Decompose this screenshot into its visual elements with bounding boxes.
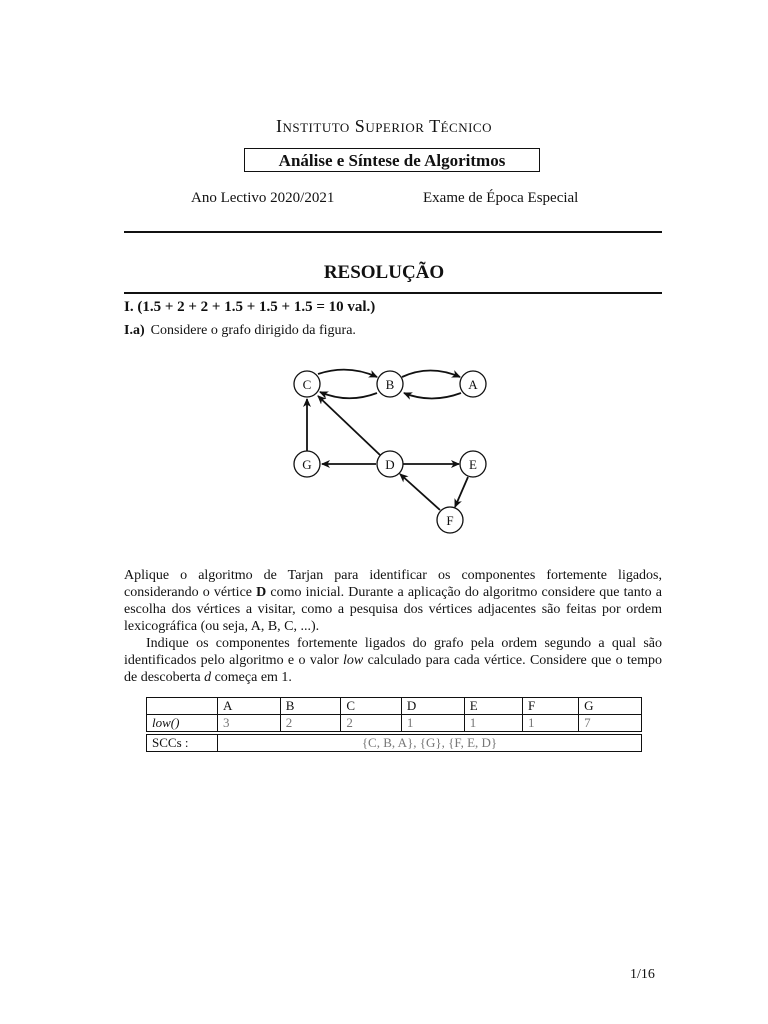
section-heading: I. (1.5 + 2 + 2 + 1.5 + 1.5 + 1.5 = 10 val.) [124,299,376,315]
low-value-f: 1 [523,715,579,732]
edge-a-b [404,393,461,399]
table-corner-cell [147,698,218,715]
column-header: A [218,698,281,715]
node-label-f: F [446,513,454,528]
paragraph-2: Indique os componentes fortemente ligados do grafo pela ordem segundo a qual são identificados pelo algoritmo e o valor low calculado para cada vértice. Considere que o tempo de descoberta d começa em 1. [124,636,663,685]
exam-type: Exame de Época Especial [423,190,579,206]
column-header: B [280,698,341,715]
column-header: C [341,698,402,715]
edge-b-c [320,392,377,398]
low-value-a: 3 [218,715,281,732]
edge-f-d [400,474,440,510]
table-header-row [147,698,642,715]
column-header: G [579,698,642,715]
scc-table [146,734,642,752]
column-header: D [401,698,464,715]
scc-value: {C, B, A}, {G}, {F, E, D} [218,735,642,752]
scc-label: SCCs : [147,735,218,752]
column-header: E [464,698,522,715]
column-header: F [523,698,579,715]
instructions [124,567,662,686]
low-value-d: 1 [401,715,464,732]
node-label-c: C [302,377,312,392]
node-label-d: D [385,457,395,472]
table-row [147,715,642,732]
question-line [124,323,356,339]
row-label: low() [147,715,218,732]
academic-year: Ano Lectivo 2020/2021 [191,190,335,206]
low-value-c: 2 [341,715,402,732]
institution-name: Instituto Superior Técnico [276,116,492,136]
node-label-g: G [302,457,312,472]
table-row [147,735,642,752]
page-number: 1/16 [630,967,655,982]
paragraph-1: Aplique o algoritmo de Tarjan para identificar os componentes fortemente ligados, considerando o vértice D como inicial. Durante a aplicação do algoritmo considere que tanto a escolha dos vértices a visitar, como a pesquisa dos vértices adjacentes são feitas por ordem lexicográfica (ou seja, A, B, C, ...). [124,568,662,634]
edge-d-c [318,396,380,455]
node-label-a: A [468,377,478,392]
edge-c-b [318,370,377,377]
low-value-e: 1 [464,715,522,732]
low-values-table [146,697,642,732]
title-rule [124,292,662,294]
edge-e-f [455,477,468,507]
question-label: I.a) [124,323,145,338]
edge-b-a [402,371,460,378]
node-label-e: E [469,457,477,472]
top-rule [124,231,662,233]
question-text: Considere o grafo dirigido da figura. [150,323,356,338]
page-title: RESOLUÇÃO [323,262,445,283]
node-label-b: B [385,377,395,392]
course-title: Análise e Síntese de Algoritmos [244,148,540,172]
low-value-g: 7 [579,715,642,732]
low-value-b: 2 [280,715,341,732]
directed-graph [270,360,510,540]
